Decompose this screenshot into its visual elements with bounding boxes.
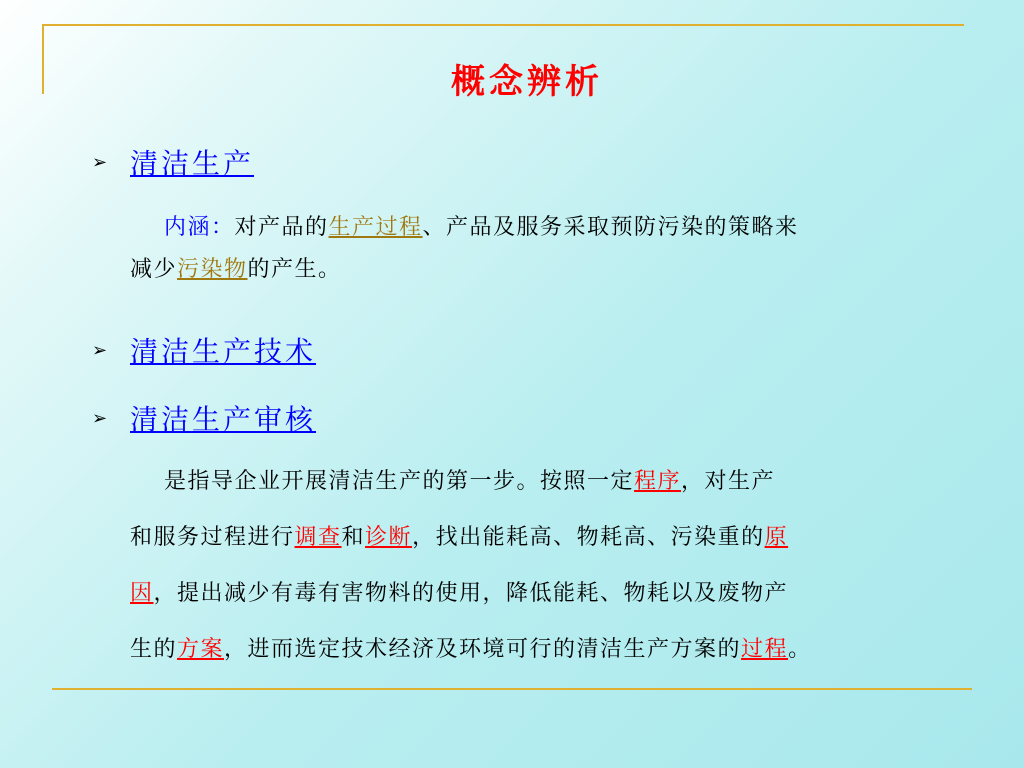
highlight-cause-part-2[interactable]: 因 bbox=[130, 581, 154, 606]
highlight-process[interactable]: 过程 bbox=[741, 637, 789, 662]
audit-line-3: 因，提出减少有毒有害物料的使用，降低能耗、物耗以及废物产 bbox=[130, 581, 789, 606]
bullet-item-clean-production-technology bbox=[92, 330, 316, 370]
slide-title: 概念辨析 bbox=[451, 62, 603, 102]
arrowhead-bullet-icon: ➢ bbox=[92, 407, 108, 429]
definition-paragraph bbox=[130, 214, 960, 284]
audit-paragraph bbox=[130, 468, 960, 664]
definition-line-2: 减少污染物的产生。 bbox=[130, 257, 342, 282]
highlight-investigation[interactable]: 调查 bbox=[294, 525, 342, 550]
highlight-diagnosis[interactable]: 诊断 bbox=[365, 525, 413, 550]
definition-prefix: 内涵： bbox=[164, 215, 235, 240]
bullet-item-clean-production bbox=[92, 142, 254, 182]
heading-clean-production-technology[interactable]: 清洁生产技术 bbox=[130, 335, 317, 368]
highlight-cause-part-1[interactable]: 原 bbox=[764, 525, 789, 550]
highlight-production-process[interactable]: 生产过程 bbox=[328, 215, 423, 240]
arrowhead-bullet-icon: ➢ bbox=[92, 151, 108, 173]
bottom-rule bbox=[52, 688, 972, 690]
definition-line-1: 内涵：对产品的生产过程、产品及服务采取预防污染的策略来 bbox=[164, 215, 799, 240]
heading-clean-production[interactable]: 清洁生产 bbox=[130, 147, 255, 180]
audit-line-1: 是指导企业开展清洁生产的第一步。按照一定程序，对生产 bbox=[164, 469, 776, 494]
highlight-pollutant[interactable]: 污染物 bbox=[177, 257, 248, 282]
top-rule bbox=[42, 24, 964, 26]
bullet-item-clean-production-audit bbox=[92, 398, 316, 438]
heading-clean-production-audit[interactable]: 清洁生产审核 bbox=[130, 403, 317, 436]
highlight-plan[interactable]: 方案 bbox=[177, 637, 225, 662]
arrowhead-bullet-icon: ➢ bbox=[92, 339, 108, 361]
highlight-procedure[interactable]: 程序 bbox=[634, 469, 682, 494]
audit-line-2: 和服务过程进行调查和诊断，找出能耗高、物耗高、污染重的原 bbox=[130, 525, 789, 550]
audit-line-4: 生的方案，进而选定技术经济及环境可行的清洁生产方案的过程。 bbox=[130, 637, 812, 662]
